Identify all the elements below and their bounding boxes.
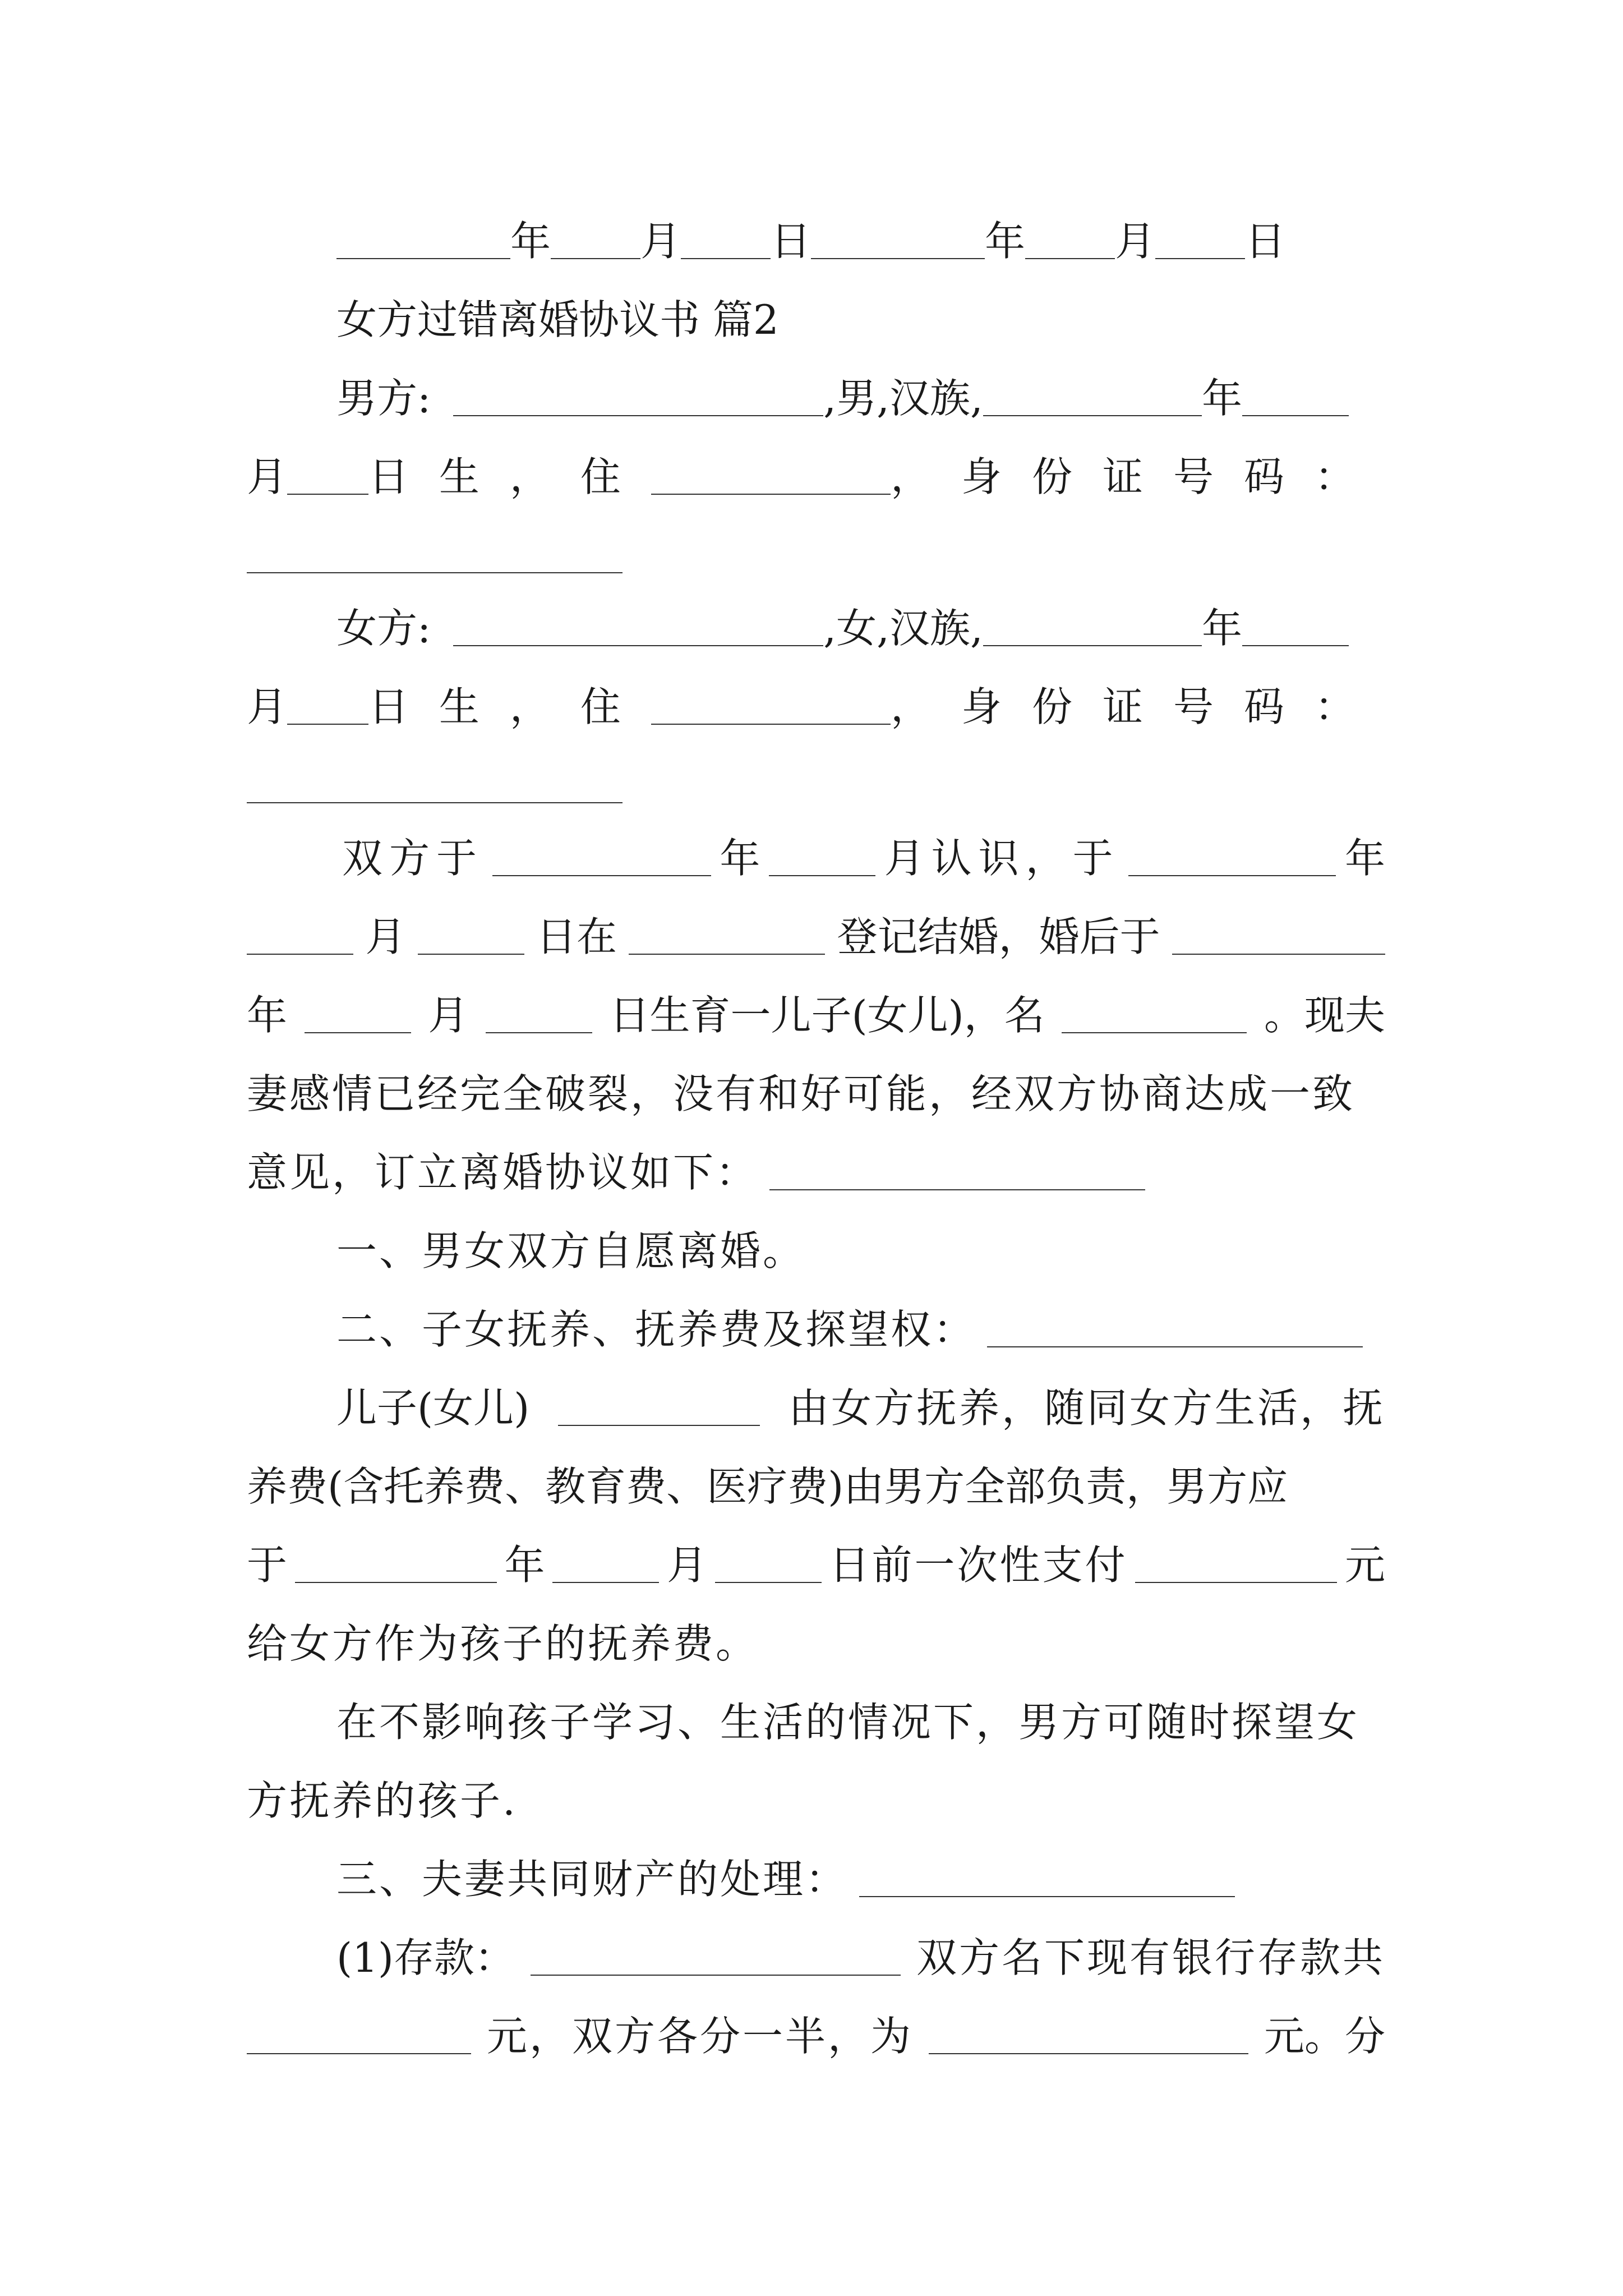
meet-year-blank[interactable]: [492, 875, 711, 876]
child-birth-month-blank[interactable]: [305, 1032, 411, 1033]
property-blank[interactable]: [859, 1896, 1235, 1897]
male-party-line-3: [247, 527, 1385, 583]
month-label: 月: [365, 913, 406, 960]
year-label: 年: [247, 992, 288, 1039]
id-number-label: ，身份证号码：: [890, 453, 1385, 500]
clause-3-line-2: [247, 2008, 1385, 2064]
marriage-day-blank[interactable]: [418, 954, 524, 955]
year-label: 年: [1201, 375, 1242, 422]
month-label: 月: [428, 992, 469, 1039]
clause-text: (1)存款：: [336, 1934, 515, 1981]
clause-text: 元，双方各分一半，为: [486, 2013, 913, 2060]
clause-1: [247, 1223, 1385, 1279]
male-birth-month-blank[interactable]: [1242, 415, 1349, 416]
deposit-total-blank[interactable]: [247, 2053, 471, 2054]
month-label: 月: [640, 218, 681, 265]
intro-text: 日在: [536, 913, 617, 960]
day-label: 日: [1245, 218, 1286, 265]
document-title: [336, 292, 1475, 348]
clause-text: 元。分: [1264, 2013, 1385, 2060]
female-gender-ethnicity: ,女,汉族,: [823, 605, 983, 652]
month-label: 月: [247, 453, 288, 500]
intro-text: 日生育一儿子(女儿)，名: [609, 992, 1045, 1039]
title-text: 女方过错离婚协议书 篇2: [336, 296, 779, 343]
clause-text: 给女方作为孩子的抚养费。: [247, 1620, 759, 1667]
clause-2-line-2: [247, 1458, 1385, 1515]
male-label: 男方:: [336, 375, 431, 422]
clause-text: 双方名下现有银行存款共: [916, 1934, 1385, 1981]
marriage-month-blank[interactable]: [247, 954, 353, 955]
year-label: 年: [1344, 835, 1385, 882]
day-blank[interactable]: [681, 258, 771, 259]
intro-text: 登记结婚，婚后于: [837, 913, 1160, 960]
female-birth-day-blank[interactable]: [287, 724, 368, 725]
clause-2-line-1: [247, 1380, 1385, 1436]
clause-text: 方抚养的孩子.: [247, 1777, 518, 1824]
clause-text: 儿子(女儿): [336, 1384, 530, 1432]
deposit-blank[interactable]: [531, 1975, 901, 1976]
marriage-year-blank[interactable]: [1128, 875, 1336, 876]
male-birth-year-blank[interactable]: [983, 415, 1202, 416]
custody-blank[interactable]: [987, 1346, 1363, 1347]
female-party-line-3: [247, 757, 1385, 813]
female-party-line-2: [247, 679, 1385, 735]
month-blank[interactable]: [1025, 258, 1115, 259]
year-label: 年: [1201, 605, 1242, 652]
payment-year-blank[interactable]: [295, 1582, 497, 1583]
clause-2-line-3: [247, 1537, 1385, 1593]
female-label: 女方:: [336, 605, 431, 652]
clause-heading: 三、夫妻共同财产的处理：: [336, 1856, 849, 1903]
clause-text: 养费(含托养费、教育费、医疗费)由男方全部负责，男方应: [247, 1463, 1288, 1510]
male-name-blank[interactable]: [453, 415, 823, 416]
month-label: 月: [1115, 218, 1156, 265]
child-name-blank[interactable]: [1062, 1032, 1247, 1033]
birth-year-blank[interactable]: [1172, 954, 1385, 955]
male-id-blank[interactable]: [247, 572, 623, 573]
clause-heading: 二、子女抚养、抚养费及探望权：: [336, 1306, 976, 1353]
intro-text: 月认识，于: [884, 835, 1120, 882]
payment-month-blank[interactable]: [552, 1582, 659, 1583]
birth-address-label: 日生，住: [368, 683, 651, 730]
id-number-label: ，身份证号码：: [890, 683, 1385, 730]
registration-place-blank[interactable]: [629, 954, 825, 955]
intro-line-2: [247, 909, 1385, 965]
male-birth-day-blank[interactable]: [287, 494, 368, 495]
clause-2-line-4: [247, 1616, 1385, 1672]
year-label: 年: [504, 1542, 545, 1589]
intro-line-4: [247, 1066, 1385, 1122]
male-party-line-1: [336, 370, 1385, 426]
intro-line-5: [247, 1144, 1385, 1200]
intro-line-3: [247, 987, 1385, 1043]
intro-text: 双方于: [342, 835, 484, 882]
clause-text: 日前一次性支付: [829, 1542, 1128, 1589]
intro-text: 妻感情已经完全破裂，没有和好可能，经双方协商达成一致: [247, 1070, 1355, 1117]
clause-2-heading: [247, 1301, 1385, 1358]
meet-month-blank[interactable]: [769, 875, 875, 876]
day-blank[interactable]: [1155, 258, 1245, 259]
date-signature-line: [336, 213, 1290, 269]
day-label: 日: [771, 218, 811, 265]
intro-text: 意见，订立离婚协议如下：: [247, 1149, 759, 1196]
male-gender-ethnicity: ,男,汉族,: [823, 375, 983, 422]
male-address-blank[interactable]: [651, 494, 891, 495]
female-name-blank[interactable]: [453, 645, 823, 646]
clause-text: 一、男女双方自愿离婚。: [336, 1227, 806, 1274]
deposit-share-blank[interactable]: [929, 2053, 1248, 2054]
year-label: 年: [720, 835, 760, 882]
clause-text: 于: [247, 1542, 288, 1589]
intro-line-1: [247, 830, 1385, 886]
female-party-line-1: [336, 600, 1385, 656]
currency-label: 元: [1344, 1542, 1385, 1589]
clause-text: 在不影响孩子学习、生活的情况下，男方可随时探望女: [336, 1699, 1360, 1746]
female-id-blank[interactable]: [247, 802, 623, 803]
month-label: 月: [247, 683, 288, 730]
month-blank[interactable]: [551, 258, 640, 259]
agreement-blank[interactable]: [769, 1189, 1145, 1190]
child-birth-day-blank[interactable]: [486, 1032, 592, 1033]
clause-3-line-1: [247, 1930, 1385, 1986]
payment-day-blank[interactable]: [715, 1582, 822, 1583]
male-party-line-2: [247, 449, 1385, 505]
year-blank[interactable]: [811, 258, 985, 259]
birth-address-label: 日生，住: [368, 453, 651, 500]
female-birth-month-blank[interactable]: [1242, 645, 1349, 646]
payment-amount-blank[interactable]: [1135, 1582, 1337, 1583]
female-address-blank[interactable]: [651, 724, 891, 725]
month-label: 月: [666, 1542, 707, 1589]
year-label: 年: [985, 218, 1026, 265]
clause-3-heading: [247, 1851, 1385, 1907]
intro-text: 。现夫: [1264, 992, 1385, 1039]
visitation-line-1: [247, 1694, 1385, 1750]
clause-text: 由女方抚养，随同女方生活，抚: [788, 1384, 1385, 1432]
visitation-line-2: [247, 1773, 1385, 1829]
child-name-blank[interactable]: [558, 1425, 760, 1426]
female-birth-year-blank[interactable]: [983, 645, 1202, 646]
year-label: 年: [510, 218, 551, 265]
year-blank[interactable]: [336, 258, 510, 259]
